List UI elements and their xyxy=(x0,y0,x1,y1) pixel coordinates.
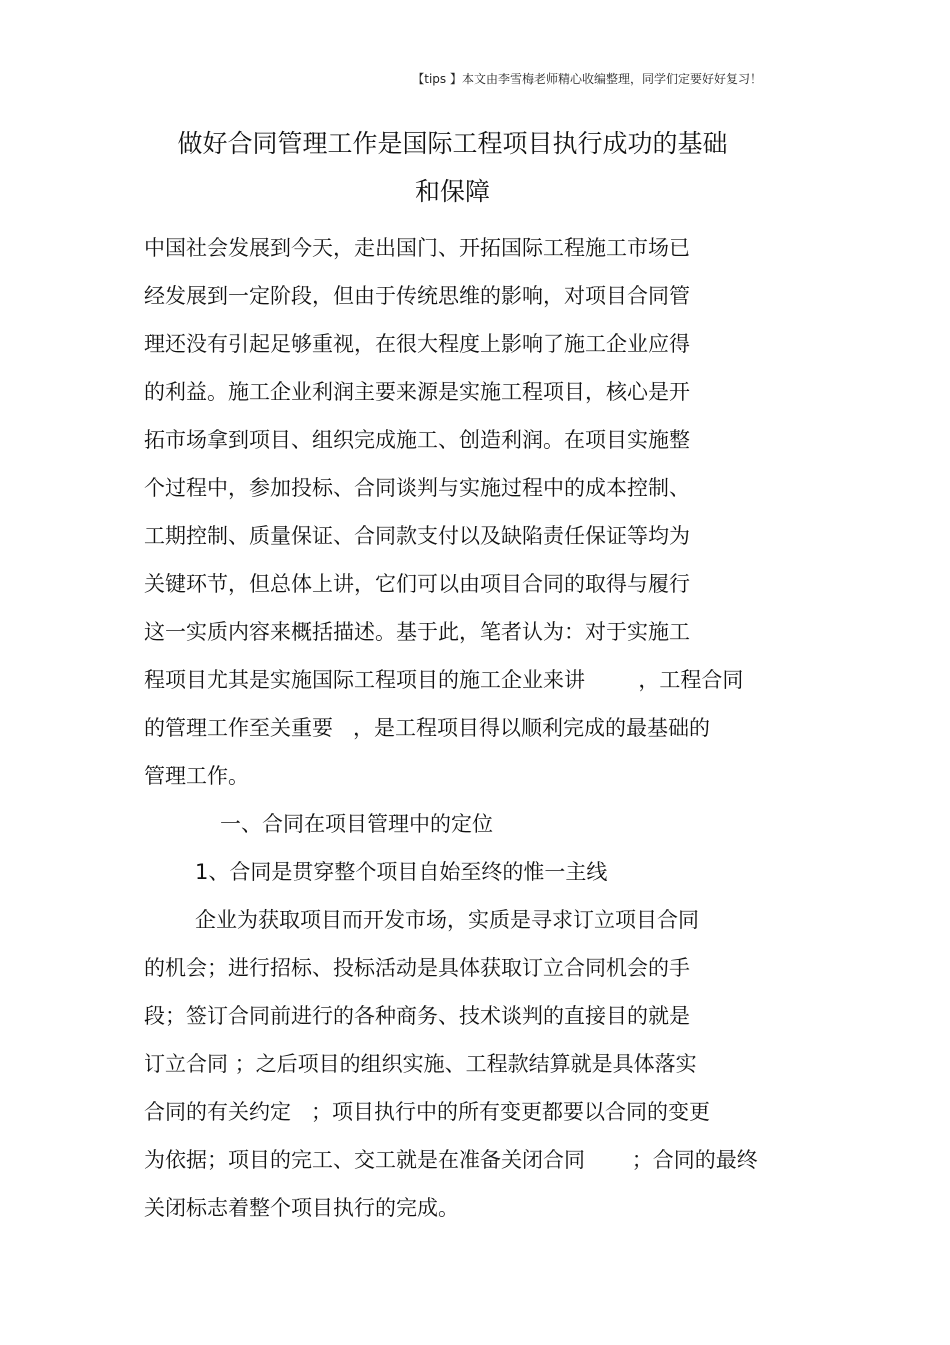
paragraph-line: 合同的有关约定 ；项目执行中的所有变更都要以合同的变更 xyxy=(144,1100,711,1124)
paragraph-line: 关闭标志着整个项目执行的完成。 xyxy=(144,1196,459,1220)
paragraph-line: 关键环节，但总体上讲，它们可以由项目合同的取得与履行 xyxy=(144,572,690,596)
section-subheading: 1、合同是贯穿整个项目自始至终的惟一主线 xyxy=(195,860,608,884)
paragraph-line: 的机会；进行招标、投标活动是具体获取订立合同机会的手 xyxy=(144,956,690,980)
paragraph-line: 理还没有引起足够重视，在很大程度上影响了施工企业应得 xyxy=(144,332,690,356)
paragraph-line: 工期控制、质量保证、合同款支付以及缺陷责任保证等均为 xyxy=(144,524,690,548)
paragraph-line: 这一实质内容来概括描述。基于此，笔者认为：对于实施工 xyxy=(144,620,690,644)
document-title-line-1: 做好合同管理工作是国际工程项目执行成功的基础 xyxy=(177,129,728,158)
paragraph-line: 企业为获取项目而开发市场，实质是寻求订立项目合同 xyxy=(195,908,699,932)
document-title-line-2: 和保障 xyxy=(414,177,490,206)
paragraph-line: 经发展到一定阶段，但由于传统思维的影响，对项目合同管 xyxy=(144,284,690,308)
paragraph-line: 订立合同 ；之后项目的组织实施、工程款结算就是具体落实 xyxy=(144,1052,697,1076)
paragraph-line: 中国社会发展到今天，走出国门、开拓国际工程施工市场已 xyxy=(144,236,690,260)
paragraph-line: 拓市场拿到项目、组织完成施工、创造利润。在项目实施整 xyxy=(144,428,690,452)
paragraph-line: 段；签订合同前进行的各种商务、技术谈判的直接目的就是 xyxy=(144,1004,690,1028)
section-heading: 一、合同在项目管理中的定位 xyxy=(220,812,493,836)
paragraph-line: 的管理工作至关重要 ，是工程项目得以顺利完成的最基础的 xyxy=(144,716,711,740)
paragraph-line: 管理工作。 xyxy=(144,764,249,788)
paragraph-line: 程项目尤其是实施国际工程项目的施工企业来讲 ，工程合同 xyxy=(144,668,744,692)
paragraph-line: 的利益。施工企业利润主要来源是实施工程项目，核心是开 xyxy=(144,380,690,404)
paragraph-line: 为依据；项目的完工、交工就是在准备关闭合同 ；合同的最终 xyxy=(144,1148,758,1172)
header-tips: 【tips 】本文由李雪梅老师精心收编整理，同学们定要好好复习！ xyxy=(412,72,762,86)
paragraph-line: 个过程中，参加投标、合同谈判与实施过程中的成本控制、 xyxy=(144,476,690,500)
